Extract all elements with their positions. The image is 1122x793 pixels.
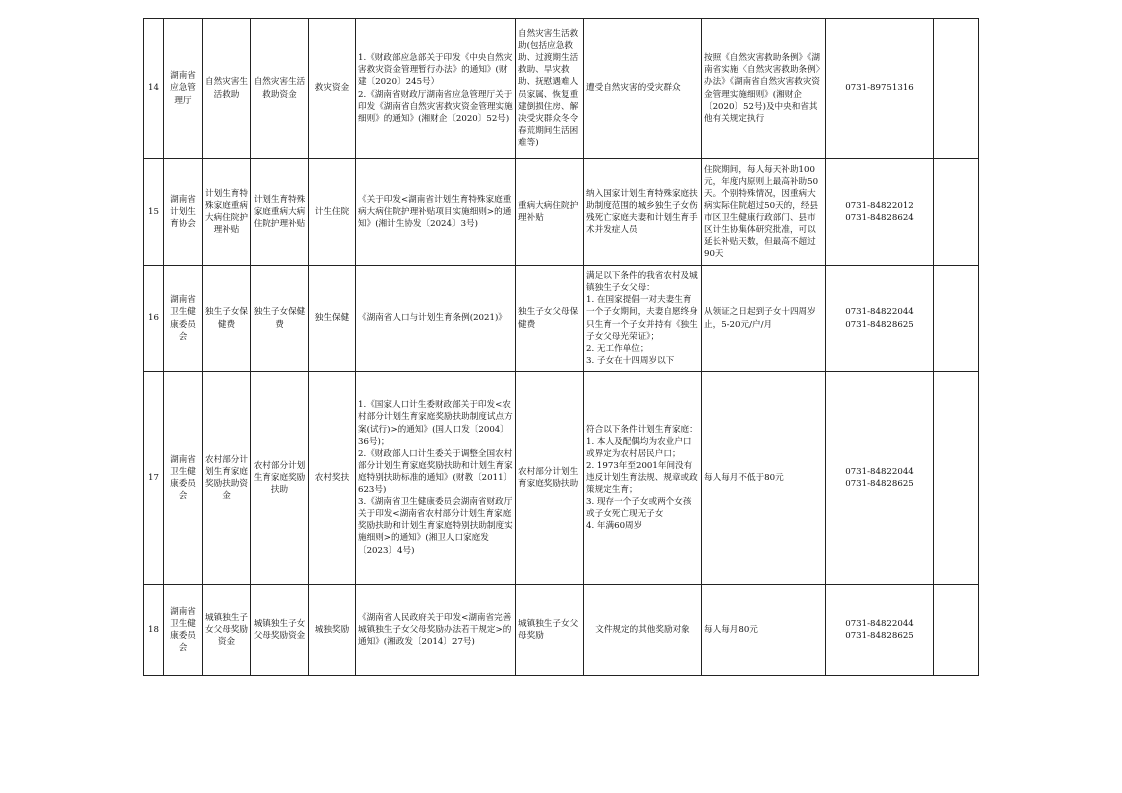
category-cell: 计生住院 (309, 159, 356, 266)
fund-name-cell: 自然灾害生活救助资金 (251, 19, 309, 159)
table-row (144, 19, 979, 159)
subsidy-item-cell: 独生子女保健费 (203, 266, 251, 372)
department-cell: 湖南省计划生育协会 (164, 159, 203, 266)
subsidy-item-cell: 农村部分计划生育家庭奖励扶助资金 (203, 372, 251, 585)
fund-name-cell: 独生子女保健费 (251, 266, 309, 372)
standard-cell: 住院期间，每人每天补助100元，年度内原则上最高补助50天。个别特殊情况，因重病大病实际住院超过50天的，经县市区卫生健康行政部门、县市区计生协集体研究批准，可以延长补贴天数，但最高不超过90天 (702, 159, 826, 266)
subsidy-content-cell: 自然灾害生活救助(包括应急救助、过渡期生活救助、旱灾救助、抚慰遇难人员家属、恢复重建倒损住房、解决受灾群众冬令春荒期间生活困难等) (516, 19, 584, 159)
phone-text: 0731-84822044 0731-84828625 (845, 466, 914, 489)
table-row (144, 372, 979, 585)
fund-name-cell: 城镇独生子女父母奖励资金 (251, 585, 309, 676)
fund-name-cell: 计划生育特殊家庭重病大病住院护理补贴 (251, 159, 309, 266)
policy-table (143, 18, 979, 676)
target-text: 符合以下条件计划生育家庭： 1. 本人及配偶均为农业户口或界定为农村居民户口； 2. 1973年至2001年间没有违反计划生育法规、规章或政策规定生育； 3. 现存一个子女或两个女孩或子女死亡现无子女 4. 年满60周岁 (586, 424, 698, 532)
department-cell: 湖南省卫生健康委员会 (164, 266, 203, 372)
subsidy-item-cell: 城镇独生子女父母奖励资金 (203, 585, 251, 676)
policy-basis-cell (356, 159, 516, 266)
remark-cell (934, 19, 979, 159)
table-row (144, 585, 979, 676)
target-text: 满足以下条件的我省农村及城镇独生子女父母： 1. 在国家提倡一对夫妻生育一个子女期间，夫妻自愿终身只生育一个子女并持有《独生子女父母光荣证》； 2. 无工作单位； 3. 子女在十四周岁以下 (586, 271, 698, 366)
category-cell: 救灾资金 (309, 19, 356, 159)
target-cell (584, 585, 702, 676)
category-cell: 农村奖扶 (309, 372, 356, 585)
standard-cell: 每人每月80元 (702, 585, 826, 676)
phone-text: 0731-84822044 0731-84828625 (845, 307, 914, 330)
subsidy-content-cell: 重病大病住院护理补贴 (516, 159, 584, 266)
phone-cell (826, 159, 934, 266)
policy-basis-text: 《湖南省人民政府关于印发<湖南省完善城镇独生子女父母奖励办法若干规定>的通知》(湘政发〔2014〕27号) (358, 612, 512, 648)
remark-cell (934, 372, 979, 585)
phone-cell (826, 266, 934, 372)
remark-cell (934, 159, 979, 266)
phone-text: 0731-84822044 0731-84828625 (845, 618, 914, 641)
row-number: 15 (144, 159, 164, 266)
policy-basis-cell (356, 19, 516, 159)
table-row (144, 159, 979, 266)
target-text: 文件规定的其他奖励对象 (595, 624, 690, 635)
category-cell: 独生保健 (309, 266, 356, 372)
subsidy-item-cell: 自然灾害生活救助 (203, 19, 251, 159)
phone-cell (826, 372, 934, 585)
subsidy-content-cell: 农村部分计划生育家庭奖励扶助 (516, 372, 584, 585)
policy-basis-text: 《湖南省人口与计划生育条例(2021)》 (358, 313, 507, 324)
target-text: 纳入国家计划生育特殊家庭扶助制度范围的城乡独生子女伤残死亡家庭夫妻和计划生育手术并发症人员 (586, 188, 698, 236)
row-number: 16 (144, 266, 164, 372)
phone-cell (826, 19, 934, 159)
fund-name-cell: 农村部分计划生育家庭奖励扶助 (251, 372, 309, 585)
standard-cell: 按照《自然灾害救助条例》《湖南省实施〈自然灾害救助条例〉办法》《湖南省自然灾害救灾资金管理实施细则》(湘财企〔2020〕52号)及中央和省其他有关规定执行 (702, 19, 826, 159)
remark-cell (934, 585, 979, 676)
policy-basis-text: 1.《国家人口计生委财政部关于印发<农村部分计划生育家庭奖励扶助制度试点方案(试行)>的通知》(国人口发〔2004〕36号)； 2.《财政部人口计生委关于调整全国农村部分计划生育家庭奖励扶助和计划生育家庭特别扶助标准的通知》(财教〔2011〕623号) 3.《湖南省卫生健康委员会湖南省财政厅关于印发<湖南省农村部分计划生育家庭奖励扶助和计划生育家庭特别扶助制度实施细则>的通知》(湘卫人口家庭发〔2023〕4号) (358, 400, 513, 556)
policy-basis-cell (356, 266, 516, 372)
policy-basis-text: 1.《财政部应急部关于印发《中央自然灾害救灾资金管理暂行办法》的通知》(财建〔2020〕245号） 2.《湖南省财政厅湖南省应急管理厅关于印发《湖南省自然灾害救灾资金管理实施细则》的通知》(湘财企〔2020〕52号) (358, 53, 513, 124)
phone-text: 0731-84822012 0731-84828624 (845, 200, 914, 223)
target-cell (584, 159, 702, 266)
target-cell (584, 19, 702, 159)
policy-basis-text: 《关于印发<湖南省计划生育特殊家庭重病大病住院护理补贴项目实施细则>的通知》(湘计生协发〔2024〕3号) (358, 194, 512, 230)
department-cell: 湖南省卫生健康委员会 (164, 372, 203, 585)
subsidy-item-cell: 计划生育特殊家庭重病大病住院护理补贴 (203, 159, 251, 266)
policy-table-body (144, 19, 979, 676)
department-cell: 湖南省卫生健康委员会 (164, 585, 203, 676)
target-text: 遭受自然灾害的受灾群众 (586, 83, 681, 94)
subsidy-content-cell: 独生子女父母保健费 (516, 266, 584, 372)
row-number: 17 (144, 372, 164, 585)
target-cell (584, 266, 702, 372)
table-row (144, 266, 979, 372)
target-cell (584, 372, 702, 585)
category-cell: 城独奖励 (309, 585, 356, 676)
standard-cell: 从领证之日起到子女十四周岁止，5-20元/户/月 (702, 266, 826, 372)
department-cell: 湖南省应急管理厅 (164, 19, 203, 159)
row-number: 18 (144, 585, 164, 676)
policy-basis-cell (356, 585, 516, 676)
phone-cell (826, 585, 934, 676)
subsidy-content-cell: 城镇独生子女父母奖励 (516, 585, 584, 676)
phone-text: 0731-89751316 (845, 83, 914, 94)
remark-cell (934, 266, 979, 372)
standard-cell: 每人每月不低于80元 (702, 372, 826, 585)
row-number: 14 (144, 19, 164, 159)
policy-basis-cell (356, 372, 516, 585)
